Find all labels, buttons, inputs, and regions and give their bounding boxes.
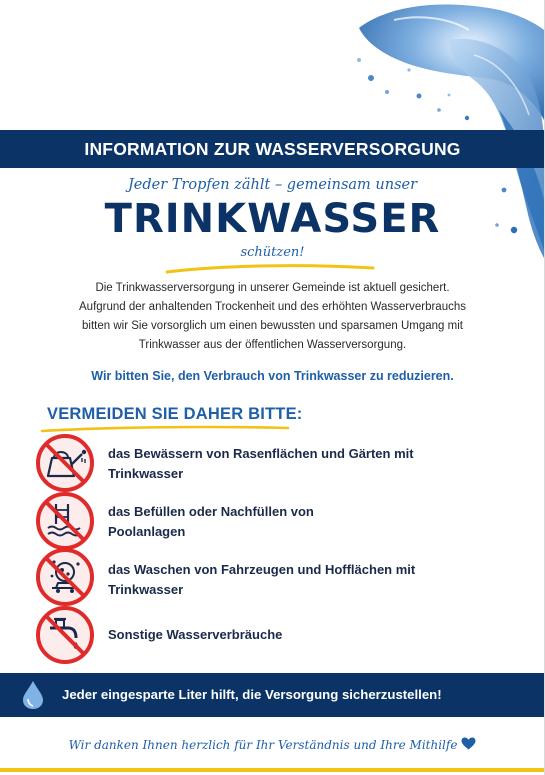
no-faucet-icon (34, 604, 96, 666)
avoid-item-text (108, 625, 498, 645)
avoid-item-text (108, 502, 498, 542)
water-drop-icon (20, 680, 46, 710)
intro-line: Trinkwasser aus der öffentlichen Wasserversorgung. (138, 339, 407, 351)
bottom-yellow-rule (0, 768, 545, 772)
heart-icon (461, 737, 476, 750)
intro-text (40, 279, 505, 355)
hero-subtitle: schützen! (240, 245, 305, 260)
avoid-item-line: Trinkwasser (108, 582, 184, 597)
no-car-wash-icon (34, 546, 96, 608)
header-title: INFORMATION ZUR WASSERVERSORGUNG (84, 139, 461, 159)
avoid-item-line: Poolanlagen (108, 524, 186, 539)
hero-title: TRINKWASSER (104, 196, 441, 242)
footer-band (0, 673, 545, 717)
intro-line: bitten wir Sie vorsorglich um einen bewussten und sparsamen Umgang mit (82, 320, 463, 332)
hero-tagline: Jeder Tropfen zählt – gemeinsam unser (127, 177, 418, 193)
no-pool-icon (34, 490, 96, 552)
avoid-item-line: das Waschen von Fahrzeugen und Hofflächen mit (108, 562, 416, 577)
header-band (0, 130, 545, 168)
thanks-line (0, 737, 545, 752)
avoid-item-line: Sonstige Wasserverbräuche (108, 627, 283, 642)
avoid-item-line: das Befüllen oder Nachfüllen von (108, 504, 314, 519)
avoid-heading: VERMEIDEN SIE DAHER BITTE: (47, 405, 303, 423)
intro-line: Die Trinkwasserversorgung in unserer Gemeinde ist aktuell gesichert. (95, 282, 450, 294)
yellow-swoosh (165, 262, 375, 276)
no-watering-can-icon (34, 432, 96, 494)
avoid-item-line: das Bewässern von Rasenflächen und Gärten mit (108, 446, 414, 461)
intro-line: Aufgrund der anhaltenden Trockenheit und des erhöhten Wasserverbrauchs (79, 301, 466, 313)
thanks-text: Wir danken Ihnen herzlich für Ihr Verständnis und Ihre Mithilfe (68, 738, 458, 752)
appeal-text: Wir bitten Sie, den Verbrauch von Trinkwasser zu reduzieren. (91, 369, 454, 383)
footer-banner-text: Jeder eingesparte Liter hilft, die Versorgung sicherzustellen! (62, 687, 442, 702)
avoid-item-text (108, 444, 498, 484)
avoid-item-text (108, 560, 498, 600)
avoid-item-line: Trinkwasser (108, 466, 184, 481)
